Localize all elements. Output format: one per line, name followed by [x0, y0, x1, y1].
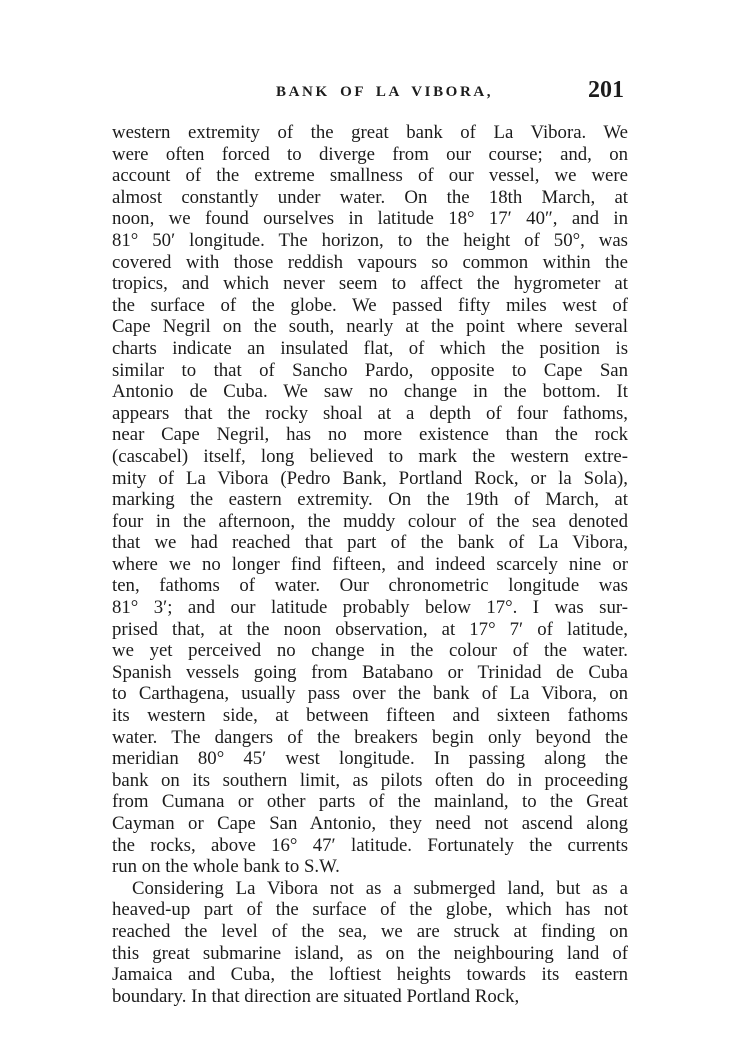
text-line: the surface of the globe. We passed fifty miles west of	[112, 294, 628, 316]
text-line: prised that, at the noon observation, at 17° 7′ of latitude,	[112, 618, 628, 640]
running-head	[0, 0, 750, 110]
page-number: 201	[588, 77, 624, 103]
text-line: Considering La Vibora not as a submerged land, but as a	[132, 877, 628, 899]
text-line: near Cape Negril, has no more existence than the rock	[112, 424, 628, 446]
text-line: 81° 50′ longitude. The horizon, to the height of 50°, was	[112, 229, 628, 251]
text-line: covered with those reddish vapours so common within the	[112, 251, 628, 273]
text-line: ten, fathoms of water. Our chronometric longitude was	[112, 575, 628, 597]
text-line: account of the extreme smallness of our vessel, we were	[112, 165, 628, 187]
text-line: appears that the rocky shoal at a depth of four fathoms,	[112, 402, 628, 424]
text-line: four in the afternoon, the muddy colour of the sea denoted	[112, 510, 628, 532]
text-line: Spanish vessels going from Batabano or Trinidad de Cuba	[112, 661, 628, 683]
text-line: 81° 3′; and our latitude probably below 17°. I was sur-	[112, 597, 628, 619]
paragraph	[112, 878, 628, 1008]
text-line: this great submarine island, as on the neighbouring land of	[112, 942, 628, 964]
text-line: the rocks, above 16° 47′ latitude. Fortunately the currents	[112, 834, 628, 856]
text-line: similar to that of Sancho Pardo, opposite to Cape San	[112, 359, 628, 381]
body-text	[112, 122, 628, 1007]
text-line: Cape Negril on the south, nearly at the point where several	[112, 316, 628, 338]
text-line: western extremity of the great bank of La Vibora. We	[112, 122, 628, 143]
text-line: water. The dangers of the breakers begin only beyond the	[112, 726, 628, 748]
text-line: that we had reached that part of the bank of La Vibora,	[112, 532, 628, 554]
paragraph	[112, 122, 628, 878]
text-line: tropics, and which never seem to affect the hygrometer at	[112, 273, 628, 295]
text-line: (cascabel) itself, long believed to mark the western extre-	[112, 445, 628, 467]
text-line: where we no longer find fifteen, and indeed scarcely nine or	[112, 553, 628, 575]
text-line: its western side, at between fifteen and sixteen fathoms	[112, 705, 628, 727]
text-line: heaved-up part of the surface of the globe, which has not	[112, 899, 628, 921]
text-line: Cayman or Cape San Antonio, they need not ascend along	[112, 813, 628, 834]
text-line: bank on its southern limit, as pilots often do in proceeding	[112, 769, 628, 791]
text-line: meridian 80° 45′ west longitude. In passing along the	[112, 748, 628, 770]
text-line: mity of La Vibora (Pedro Bank, Portland Rock, or la Sola),	[112, 467, 628, 489]
running-title: BANK OF LA VIBORA,	[276, 84, 494, 100]
text-line: Jamaica and Cuba, the loftiest heights towards its eastern	[112, 964, 628, 986]
text-line: run on the whole bank to S.W.	[112, 856, 340, 878]
text-line: charts indicate an insulated flat, of which the position is	[112, 337, 628, 359]
text-line: almost constantly under water. On the 18th March, at	[112, 186, 628, 208]
text-line: Antonio de Cuba. We saw no change in the bottom. It	[112, 381, 628, 403]
text-line: we yet perceived no change in the colour of the water.	[112, 640, 628, 662]
text-line: were often forced to diverge from our course; and, on	[112, 143, 628, 165]
text-line: to Carthagena, usually pass over the bank of La Vibora, on	[112, 683, 628, 705]
text-line: reached the level of the sea, we are struck at finding on	[112, 920, 628, 942]
text-line: noon, we found ourselves in latitude 18° 17′ 40″, and in	[112, 208, 628, 230]
text-line: marking the eastern extremity. On the 19th of March, at	[112, 489, 628, 511]
text-line: from Cumana or other parts of the mainland, to the Great	[112, 791, 628, 813]
text-line: boundary. In that direction are situated Portland Rock,	[112, 985, 520, 1007]
